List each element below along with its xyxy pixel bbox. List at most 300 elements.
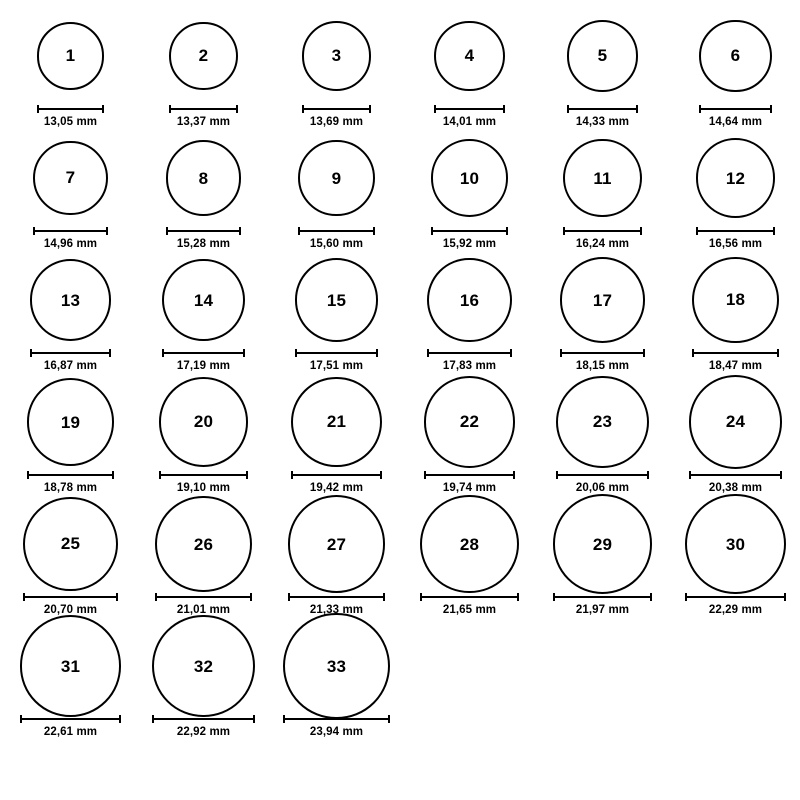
ring-size-number: 16: [459, 290, 480, 310]
ring-measure: [407, 471, 532, 494]
ring-size-number: 18: [725, 290, 746, 310]
caliper-tick-right: [246, 471, 248, 479]
caliper-bar: [169, 108, 237, 110]
ring-circle-wrap: [540, 374, 665, 470]
caliper-icon: [560, 349, 646, 357]
ring-size-item[interactable]: [274, 130, 399, 252]
caliper-tick-left: [166, 227, 168, 235]
caliper-tick-right: [777, 349, 779, 357]
ring-circle-wrap: [141, 252, 266, 348]
ring-size-item[interactable]: [540, 252, 665, 374]
ring-circle-wrap: [540, 496, 665, 592]
ring-circle: [283, 613, 390, 720]
ring-measure: [141, 227, 266, 250]
caliper-bar: [699, 108, 772, 110]
ring-size-number: 7: [65, 168, 76, 188]
ring-circle-wrap: [274, 130, 399, 226]
ring-measure: [673, 349, 798, 372]
ring-circle-wrap: [540, 8, 665, 104]
caliper-bar: [556, 474, 649, 476]
caliper-icon: [692, 349, 779, 357]
caliper-bar: [424, 474, 515, 476]
ring-circle-wrap: [8, 496, 133, 592]
ring-size-row: [0, 618, 800, 740]
caliper-tick-right: [109, 349, 111, 357]
caliper-icon: [689, 471, 783, 479]
ring-size-item[interactable]: [8, 130, 133, 252]
ring-diameter-label: 18,47 mm: [708, 360, 763, 372]
ring-size-item[interactable]: [141, 618, 266, 740]
ring-size-number: 25: [60, 534, 81, 554]
caliper-tick-right: [376, 349, 378, 357]
ring-size-item[interactable]: [407, 8, 532, 130]
ring-diameter-label: 22,92 mm: [176, 726, 231, 738]
ring-circle: [427, 258, 512, 343]
caliper-tick-left: [431, 227, 433, 235]
ring-circle: [30, 259, 111, 340]
caliper-tick-right: [640, 227, 642, 235]
ring-size-item[interactable]: [673, 496, 798, 618]
ring-size-item[interactable]: [8, 252, 133, 374]
ring-measure: [274, 715, 399, 738]
caliper-icon: [33, 227, 107, 235]
ring-circle: [556, 376, 649, 469]
caliper-bar: [33, 230, 107, 232]
caliper-icon: [20, 715, 122, 723]
ring-measure: [407, 227, 532, 250]
ring-diameter-label: 19,10 mm: [176, 482, 231, 494]
ring-measure: [8, 715, 133, 738]
ring-circle: [560, 257, 646, 343]
caliper-tick-right: [636, 105, 638, 113]
caliper-tick-left: [560, 349, 562, 357]
ring-circle-wrap: [8, 618, 133, 714]
ring-diameter-label: 14,01 mm: [442, 116, 497, 128]
ring-circle-wrap: [8, 252, 133, 348]
caliper-icon: [283, 715, 390, 723]
caliper-bar: [20, 718, 122, 720]
caliper-tick-right: [250, 593, 252, 601]
ring-size-number: 23: [592, 412, 613, 432]
caliper-tick-left: [283, 715, 285, 723]
ring-diameter-label: 14,64 mm: [708, 116, 763, 128]
caliper-tick-right: [253, 715, 255, 723]
caliper-tick-right: [119, 715, 121, 723]
ring-diameter-label: 15,92 mm: [442, 238, 497, 250]
ring-diameter-label: 13,37 mm: [176, 116, 231, 128]
ring-size-item[interactable]: [673, 374, 798, 496]
ring-size-item[interactable]: [8, 8, 133, 130]
caliper-bar: [298, 230, 374, 232]
caliper-tick-right: [517, 593, 519, 601]
ring-size-number: 14: [193, 290, 214, 310]
caliper-tick-right: [373, 227, 375, 235]
ring-size-item[interactable]: [274, 496, 399, 618]
ring-size-item[interactable]: [8, 374, 133, 496]
ring-circle: [169, 22, 237, 90]
ring-circle-wrap: [141, 8, 266, 104]
ring-diameter-label: 16,56 mm: [708, 238, 763, 250]
ring-size-grid: [0, 8, 800, 740]
caliper-icon: [699, 105, 772, 113]
ring-diameter-label: 21,97 mm: [575, 604, 630, 616]
caliper-tick-left: [434, 105, 436, 113]
caliper-tick-left: [162, 349, 164, 357]
ring-size-number: 9: [331, 168, 342, 188]
ring-size-number: 33: [326, 656, 347, 676]
ring-measure: [407, 105, 532, 128]
caliper-tick-right: [239, 227, 241, 235]
ring-size-row: [0, 130, 800, 252]
ring-size-item[interactable]: [407, 130, 532, 252]
caliper-bar: [283, 718, 390, 720]
ring-circle-wrap: [673, 252, 798, 348]
caliper-tick-left: [291, 471, 293, 479]
ring-size-item[interactable]: [407, 374, 532, 496]
caliper-tick-right: [383, 593, 385, 601]
caliper-icon: [420, 593, 518, 601]
caliper-tick-left: [692, 349, 694, 357]
caliper-tick-right: [112, 471, 114, 479]
ring-diameter-label: 14,96 mm: [43, 238, 98, 250]
caliper-tick-left: [696, 227, 698, 235]
ring-diameter-label: 19,42 mm: [309, 482, 364, 494]
ring-circle: [434, 21, 505, 92]
ring-size-number: 3: [331, 46, 342, 66]
ring-size-number: 27: [326, 534, 347, 554]
ring-size-item[interactable]: [540, 8, 665, 130]
ring-size-item[interactable]: [141, 8, 266, 130]
caliper-tick-left: [27, 471, 29, 479]
caliper-icon: [27, 471, 115, 479]
caliper-tick-left: [427, 349, 429, 357]
caliper-icon: [556, 471, 649, 479]
ring-size-item[interactable]: [673, 8, 798, 130]
caliper-bar: [155, 596, 251, 598]
ring-diameter-label: 14,33 mm: [575, 116, 630, 128]
ring-diameter-label: 13,05 mm: [43, 116, 98, 128]
ring-circle-wrap: [8, 8, 133, 104]
ring-size-number: 4: [464, 46, 475, 66]
ring-circle: [424, 376, 515, 467]
ring-measure: [141, 349, 266, 372]
ring-size-number: 1: [65, 46, 76, 66]
caliper-icon: [291, 471, 381, 479]
ring-circle-wrap: [274, 252, 399, 348]
caliper-tick-left: [556, 471, 558, 479]
caliper-tick-right: [780, 471, 782, 479]
caliper-bar: [288, 596, 385, 598]
caliper-tick-right: [650, 593, 652, 601]
caliper-tick-left: [553, 593, 555, 601]
ring-circle-wrap: [540, 252, 665, 348]
ring-measure: [274, 349, 399, 372]
ring-size-item[interactable]: [274, 374, 399, 496]
ring-circle: [685, 494, 786, 595]
caliper-bar: [553, 596, 653, 598]
caliper-bar: [431, 230, 509, 232]
ring-circle-wrap: [407, 130, 532, 226]
caliper-tick-right: [643, 349, 645, 357]
ring-size-number: 17: [592, 290, 613, 310]
caliper-tick-right: [770, 105, 772, 113]
ring-measure: [673, 471, 798, 494]
ring-size-number: 20: [193, 412, 214, 432]
ring-circle: [162, 259, 244, 341]
ring-circle: [159, 377, 248, 466]
ring-circle: [420, 495, 518, 593]
ring-measure: [540, 349, 665, 372]
caliper-icon: [567, 105, 639, 113]
ring-circle-wrap: [274, 8, 399, 104]
ring-measure: [274, 471, 399, 494]
ring-size-item[interactable]: [274, 8, 399, 130]
caliper-bar: [302, 108, 372, 110]
ring-size-number: 32: [193, 656, 214, 676]
caliper-bar: [434, 108, 505, 110]
ring-measure: [540, 471, 665, 494]
caliper-icon: [434, 105, 505, 113]
caliper-bar: [685, 596, 786, 598]
ring-size-item[interactable]: [141, 252, 266, 374]
ring-diameter-label: 19,74 mm: [442, 482, 497, 494]
caliper-icon: [152, 715, 255, 723]
caliper-icon: [696, 227, 776, 235]
ring-measure: [407, 349, 532, 372]
ring-size-item[interactable]: [8, 496, 133, 618]
caliper-tick-left: [33, 227, 35, 235]
ring-circle-wrap: [141, 130, 266, 226]
caliper-bar: [692, 352, 779, 354]
caliper-bar: [696, 230, 776, 232]
caliper-icon: [162, 349, 244, 357]
caliper-icon: [302, 105, 372, 113]
caliper-tick-right: [773, 227, 775, 235]
ring-circle-wrap: [407, 252, 532, 348]
ring-measure: [540, 593, 665, 616]
caliper-icon: [23, 593, 118, 601]
caliper-tick-left: [155, 593, 157, 601]
caliper-tick-right: [380, 471, 382, 479]
caliper-bar: [291, 474, 381, 476]
caliper-tick-left: [152, 715, 154, 723]
ring-size-row: [0, 496, 800, 618]
ring-measure: [8, 105, 133, 128]
caliper-tick-left: [689, 471, 691, 479]
caliper-tick-left: [567, 105, 569, 113]
ring-size-number: 28: [459, 534, 480, 554]
ring-size-item[interactable]: [274, 252, 399, 374]
caliper-icon: [37, 105, 104, 113]
ring-circle-wrap: [407, 496, 532, 592]
caliper-tick-right: [243, 349, 245, 357]
ring-diameter-label: 16,87 mm: [43, 360, 98, 372]
ring-measure: [673, 593, 798, 616]
ring-measure: [141, 471, 266, 494]
ring-diameter-label: 18,78 mm: [43, 482, 98, 494]
caliper-tick-left: [30, 349, 32, 357]
caliper-icon: [288, 593, 385, 601]
ring-circle: [563, 139, 642, 218]
caliper-tick-right: [236, 105, 238, 113]
caliper-icon: [424, 471, 515, 479]
ring-measure: [274, 227, 399, 250]
caliper-tick-right: [513, 471, 515, 479]
ring-diameter-label: 18,15 mm: [575, 360, 630, 372]
ring-circle-wrap: [407, 8, 532, 104]
caliper-bar: [152, 718, 255, 720]
ring-size-item[interactable]: [274, 618, 399, 740]
caliper-tick-right: [784, 593, 786, 601]
caliper-tick-left: [169, 105, 171, 113]
caliper-tick-right: [503, 105, 505, 113]
ring-circle: [291, 377, 381, 467]
caliper-tick-left: [685, 593, 687, 601]
ring-diameter-label: 15,60 mm: [309, 238, 364, 250]
ring-diameter-label: 23,94 mm: [309, 726, 364, 738]
ring-circle: [295, 258, 378, 341]
ring-size-item[interactable]: [407, 252, 532, 374]
ring-circle-wrap: [141, 618, 266, 714]
ring-measure: [8, 227, 133, 250]
ring-size-number: 24: [725, 412, 746, 432]
ring-diameter-label: 13,69 mm: [309, 116, 364, 128]
ring-circle-wrap: [8, 374, 133, 470]
ring-circle: [166, 140, 241, 215]
caliper-tick-left: [563, 227, 565, 235]
ring-measure: [8, 593, 133, 616]
ring-circle-wrap: [673, 374, 798, 470]
ring-circle: [152, 615, 255, 718]
ring-size-row: [0, 374, 800, 496]
ring-circle-wrap: [274, 374, 399, 470]
ring-size-number: 5: [597, 46, 608, 66]
ring-circle: [553, 494, 653, 594]
caliper-icon: [155, 593, 251, 601]
ring-circle: [567, 20, 639, 92]
ring-size-number: 22: [459, 412, 480, 432]
caliper-tick-left: [37, 105, 39, 113]
ring-measure: [407, 593, 532, 616]
ring-diameter-label: 21,33 mm: [309, 604, 364, 616]
ring-diameter-label: 21,01 mm: [176, 604, 231, 616]
ring-circle: [302, 21, 372, 91]
ring-measure: [141, 593, 266, 616]
ring-circle-wrap: [141, 496, 266, 592]
caliper-tick-left: [298, 227, 300, 235]
caliper-tick-right: [388, 715, 390, 723]
ring-size-number: 13: [60, 290, 81, 310]
ring-circle-wrap: [141, 374, 266, 470]
caliper-bar: [427, 352, 512, 354]
caliper-bar: [560, 352, 646, 354]
caliper-tick-right: [106, 227, 108, 235]
ring-size-number: 10: [459, 168, 480, 188]
ring-size-item[interactable]: [141, 496, 266, 618]
ring-measure: [673, 105, 798, 128]
caliper-tick-left: [295, 349, 297, 357]
caliper-tick-left: [288, 593, 290, 601]
ring-circle-wrap: [673, 130, 798, 226]
caliper-tick-right: [506, 227, 508, 235]
ring-size-row: [0, 252, 800, 374]
ring-circle: [699, 20, 772, 93]
caliper-tick-right: [102, 105, 104, 113]
caliper-bar: [159, 474, 248, 476]
caliper-icon: [427, 349, 512, 357]
ring-circle: [155, 496, 251, 592]
ring-circle: [33, 141, 107, 215]
caliper-icon: [159, 471, 248, 479]
caliper-tick-left: [20, 715, 22, 723]
caliper-tick-right: [510, 349, 512, 357]
ring-diameter-label: 20,38 mm: [708, 482, 763, 494]
ring-circle: [23, 497, 118, 592]
ring-size-item[interactable]: [540, 130, 665, 252]
ring-size-item[interactable]: [407, 496, 532, 618]
caliper-bar: [563, 230, 642, 232]
caliper-icon: [298, 227, 374, 235]
ring-size-item[interactable]: [540, 374, 665, 496]
caliper-bar: [295, 352, 378, 354]
caliper-icon: [169, 105, 237, 113]
ring-size-item[interactable]: [673, 252, 798, 374]
ring-circle: [37, 22, 104, 89]
ring-size-item[interactable]: [141, 130, 266, 252]
caliper-bar: [30, 352, 111, 354]
caliper-bar: [420, 596, 518, 598]
caliper-icon: [295, 349, 378, 357]
ring-size-number: 31: [60, 656, 81, 676]
ring-size-item[interactable]: [540, 496, 665, 618]
ring-size-number: 12: [725, 168, 746, 188]
ring-measure: [8, 349, 133, 372]
ring-measure: [141, 105, 266, 128]
ring-measure: [540, 105, 665, 128]
ring-measure: [8, 471, 133, 494]
ring-size-number: 26: [193, 534, 214, 554]
ring-circle: [431, 139, 509, 217]
ring-circle: [692, 257, 779, 344]
ring-measure: [540, 227, 665, 250]
ring-circle: [696, 138, 776, 218]
ring-size-number: 19: [60, 412, 81, 432]
caliper-icon: [166, 227, 241, 235]
ring-measure: [141, 715, 266, 738]
caliper-tick-left: [159, 471, 161, 479]
ring-circle-wrap: [540, 130, 665, 226]
ring-diameter-label: 21,65 mm: [442, 604, 497, 616]
caliper-bar: [23, 596, 118, 598]
ring-diameter-label: 16,24 mm: [575, 238, 630, 250]
ring-size-number: 21: [326, 412, 347, 432]
ring-diameter-label: 22,61 mm: [43, 726, 98, 738]
ring-circle-wrap: [407, 374, 532, 470]
caliper-tick-left: [699, 105, 701, 113]
ring-circle: [689, 375, 783, 469]
ring-size-number: 11: [593, 168, 612, 188]
ring-size-number: 8: [198, 168, 209, 188]
ring-size-number: 2: [198, 46, 209, 66]
ring-diameter-label: 15,28 mm: [176, 238, 231, 250]
ring-size-item[interactable]: [141, 374, 266, 496]
ring-size-item[interactable]: [673, 130, 798, 252]
caliper-bar: [567, 108, 639, 110]
ring-diameter-label: 20,70 mm: [43, 604, 98, 616]
ring-diameter-label: 17,83 mm: [442, 360, 497, 372]
caliper-tick-left: [23, 593, 25, 601]
ring-size-item[interactable]: [8, 618, 133, 740]
